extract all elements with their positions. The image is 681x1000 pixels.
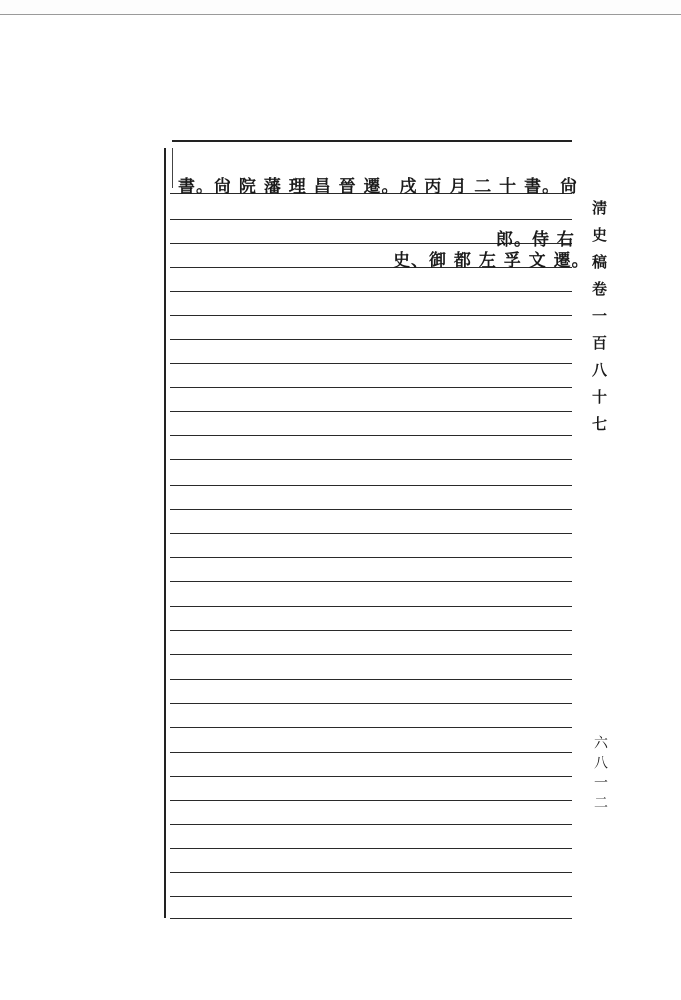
table-row-text: 郎。侍 右 bbox=[496, 230, 575, 250]
table-row-text: 書。尙 院 藩 理 昌 晉 遷。戌 丙 月 二 十 書。尙 bbox=[178, 177, 579, 197]
table-rule bbox=[170, 219, 572, 220]
table-rule bbox=[170, 291, 572, 292]
page-number: 六八一二 bbox=[592, 735, 608, 815]
table-rule bbox=[170, 872, 572, 873]
ruled-table bbox=[170, 0, 575, 1000]
table-left-border bbox=[164, 148, 166, 918]
table-rule bbox=[170, 509, 572, 510]
book-title-margin: 淸史稿卷一百八十七 bbox=[590, 200, 608, 443]
table-rule bbox=[170, 533, 572, 534]
table-rule bbox=[170, 459, 572, 460]
table-rule bbox=[170, 339, 572, 340]
table-rule bbox=[170, 896, 572, 897]
table-rule bbox=[170, 918, 572, 919]
table-rule bbox=[170, 630, 572, 631]
table-rule bbox=[170, 411, 572, 412]
table-rule bbox=[170, 776, 572, 777]
table-rule bbox=[170, 606, 572, 607]
table-row-text: 史、御 都 左 孚 文 遷。 bbox=[393, 251, 590, 271]
table-rule bbox=[170, 387, 572, 388]
table-rule bbox=[170, 485, 572, 486]
table-rule bbox=[170, 557, 572, 558]
table-rule bbox=[170, 727, 572, 728]
table-rule bbox=[170, 363, 572, 364]
table-rule bbox=[170, 848, 572, 849]
table-rule bbox=[170, 800, 572, 801]
table-rule bbox=[170, 581, 572, 582]
table-rule bbox=[170, 654, 572, 655]
table-rule bbox=[170, 435, 572, 436]
table-rule bbox=[170, 315, 572, 316]
table-rule bbox=[170, 824, 572, 825]
table-rule bbox=[170, 703, 572, 704]
table-rule bbox=[170, 752, 572, 753]
table-rule bbox=[170, 679, 572, 680]
